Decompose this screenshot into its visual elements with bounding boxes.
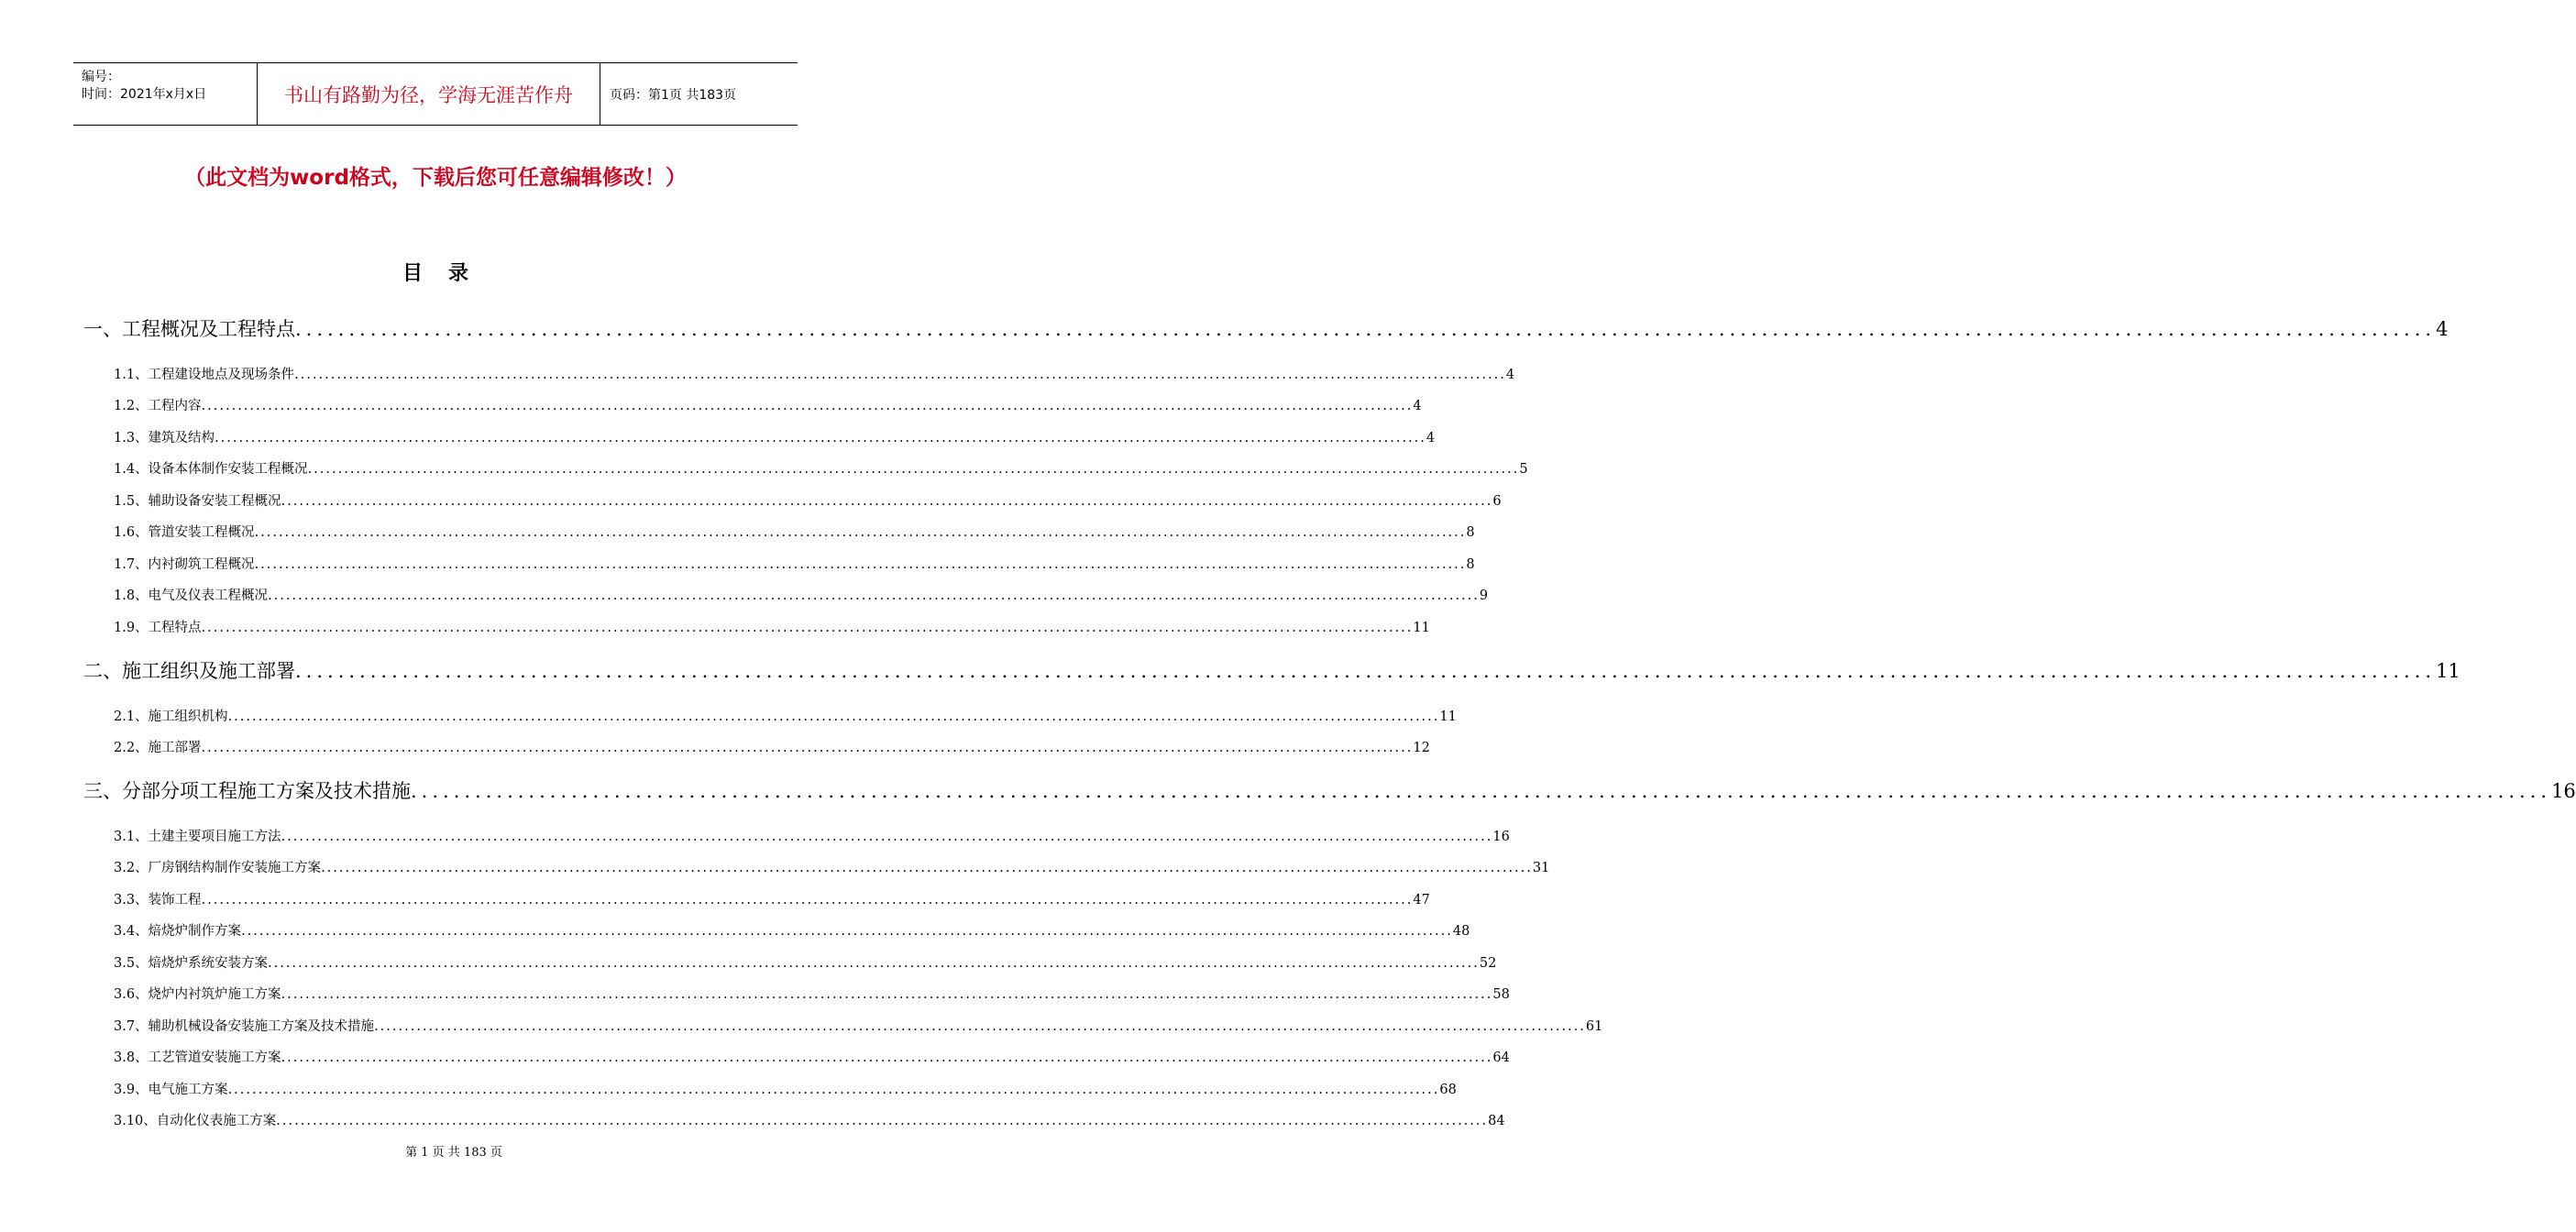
toc-page-number: 68: [1439, 1083, 1457, 1097]
toc-page-number: 58: [1492, 987, 1510, 1002]
toc-page-number: 47: [1413, 893, 1430, 908]
toc-section[interactable]: [114, 737, 1430, 757]
toc-leader-dots: ........................................................................................................................................................................................................: [281, 987, 1493, 1002]
toc-leader-dots: ........................................................................................................................................................................................................: [254, 525, 1467, 540]
toc-section[interactable]: [114, 490, 1502, 511]
toc-leader-dots: ........................................................................................................................................................................................................: [201, 621, 1414, 635]
toc-page-number: 6: [1492, 494, 1502, 509]
toc-page-number: 9: [1479, 588, 1489, 603]
toc-page-number: 48: [1452, 924, 1470, 939]
toc-title: 目录: [402, 261, 494, 285]
toc-entry-label: 1.9、工程特点: [114, 621, 202, 635]
toc-entry-label: 三、分部分项工程施工方案及技术措施: [83, 780, 411, 802]
toc-entry-label: 3.1、土建主要项目施工方法: [114, 830, 281, 844]
toc-page-number: 31: [1532, 861, 1550, 875]
toc-leader-dots: ........................................................................................................................................................................................................: [227, 710, 1440, 724]
toc-page-number: 16: [2551, 780, 2576, 802]
toc-entry-label: 一、工程概况及工程特点: [83, 318, 295, 340]
toc-page-number: 4: [2436, 318, 2449, 340]
toc-leader-dots: ........................................................................................................................................................................................................: [281, 830, 1493, 844]
header-meta: [73, 63, 258, 125]
toc-page-number: 4: [1505, 368, 1515, 382]
toc-section[interactable]: [114, 522, 1475, 542]
toc-entry-label: 1.8、电气及仪表工程概况: [114, 588, 269, 603]
toc-page-number: 11: [1439, 710, 1457, 724]
toc-entry-label: 3.6、烧炉内衬筑炉施工方案: [114, 987, 281, 1002]
toc-leader-dots: ........................................................................................................................................................................................................: [241, 924, 1453, 939]
toc-entry-label: 二、施工组织及施工部署: [83, 660, 295, 682]
toc-entry-label: 3.10、自动化仪表施工方案: [114, 1114, 277, 1128]
toc-section[interactable]: [114, 826, 1510, 846]
toc-page-number: 5: [1519, 462, 1528, 477]
toc-entry-label: 1.6、管道安装工程概况: [114, 525, 255, 540]
toc-page-number: 12: [1413, 741, 1430, 755]
word-format-notice: （此文档为word格式，下载后您可任意编辑修改！）: [184, 166, 687, 190]
toc-entry-label: 1.1、工程建设地点及现场条件: [114, 368, 295, 382]
toc-chapter[interactable]: [83, 314, 2449, 342]
toc-entry-label: 1.3、建筑及结构: [114, 431, 215, 446]
toc-leader-dots: ........................................................................................................................................................................................................: [281, 1050, 1493, 1065]
toc-chapter[interactable]: [83, 776, 2576, 804]
toc-section[interactable]: [114, 952, 1497, 973]
header-motto: 书山有路勤为径，学海无涯苦作舟: [258, 63, 600, 125]
toc-page-number: 84: [1488, 1114, 1505, 1128]
toc-page-number: 61: [1585, 1019, 1603, 1034]
toc-entry-label: 3.9、电气施工方案: [114, 1083, 228, 1097]
toc-entry-label: 1.4、设备本体制作安装工程概况: [114, 462, 308, 477]
toc-leader-dots: ........................................................................................................................................................................................................: [307, 462, 1520, 477]
toc-entry-label: 3.5、焙烧炉系统安装方案: [114, 956, 269, 971]
toc-leader-dots: ........................................................................................................................................................................................................: [295, 660, 2437, 682]
toc-page-number: 8: [1466, 525, 1475, 540]
toc-page-number: 16: [1492, 830, 1510, 844]
number-label: 编号：: [82, 70, 120, 84]
toc-entry-label: 3.7、辅助机械设备安装施工方案及技术措施: [114, 1019, 375, 1034]
toc-section[interactable]: [114, 1016, 1603, 1036]
toc-section[interactable]: [114, 585, 1489, 605]
toc-section[interactable]: [114, 1110, 1505, 1130]
time-label: 时间：2021年x月x日: [82, 87, 207, 102]
toc-leader-dots: ........................................................................................................................................................................................................: [295, 318, 2437, 340]
toc-leader-dots: ........................................................................................................................................................................................................: [276, 1114, 1489, 1128]
toc-section[interactable]: [114, 1079, 1457, 1099]
toc-page-number: 8: [1466, 557, 1475, 572]
toc-entry-label: 2.1、施工组织机构: [114, 710, 228, 724]
toc-leader-dots: ........................................................................................................................................................................................................: [268, 956, 1480, 971]
toc-section[interactable]: [114, 889, 1430, 909]
toc-page-number: 11: [2436, 660, 2460, 682]
toc-leader-dots: ........................................................................................................................................................................................................: [411, 780, 2552, 802]
page-header: [73, 62, 798, 126]
toc-entry-label: 1.5、辅助设备安装工程概况: [114, 494, 281, 509]
toc-entry-label: 3.4、焙烧炉制作方案: [114, 924, 242, 939]
toc-page-number: 4: [1413, 399, 1422, 413]
toc-leader-dots: ........................................................................................................................................................................................................: [215, 431, 1426, 446]
toc-section[interactable]: [114, 395, 1422, 415]
toc-leader-dots: ........................................................................................................................................................................................................: [227, 1083, 1440, 1097]
toc-section[interactable]: [114, 364, 1515, 384]
toc-entry-label: 1.7、内衬砌筑工程概况: [114, 557, 255, 572]
toc-entry-label: 2.2、施工部署: [114, 741, 202, 755]
toc-entry-label: 3.8、工艺管道安装施工方案: [114, 1050, 281, 1065]
toc-page-number: 4: [1426, 431, 1436, 446]
toc-section[interactable]: [114, 984, 1510, 1004]
toc-page-number: 64: [1492, 1050, 1510, 1065]
toc-section[interactable]: [114, 458, 1528, 478]
toc-leader-dots: ........................................................................................................................................................................................................: [294, 368, 1506, 382]
toc-section[interactable]: [114, 1047, 1510, 1067]
toc-section[interactable]: [114, 427, 1436, 447]
toc-leader-dots: ........................................................................................................................................................................................................: [321, 861, 1533, 875]
toc-leader-dots: ........................................................................................................................................................................................................: [201, 893, 1414, 908]
toc-page-number: 52: [1479, 956, 1497, 971]
toc-entry-label: 3.2、厂房钢结构制作安装施工方案: [114, 861, 322, 875]
toc-section[interactable]: [114, 706, 1457, 726]
toc-section[interactable]: [114, 617, 1430, 637]
toc-leader-dots: ........................................................................................................................................................................................................: [268, 588, 1480, 603]
toc-leader-dots: ........................................................................................................................................................................................................: [201, 741, 1414, 755]
page-footer: 第 1 页 共 183 页: [405, 1146, 502, 1160]
toc-leader-dots: ........................................................................................................................................................................................................: [201, 399, 1414, 413]
header-page-info: 页码：第1页 共183页: [610, 87, 737, 103]
toc-page-number: 11: [1413, 621, 1430, 635]
toc-entry-label: 3.3、装饰工程: [114, 893, 202, 908]
toc-chapter[interactable]: [83, 656, 2460, 684]
toc-leader-dots: ........................................................................................................................................................................................................: [254, 557, 1467, 572]
toc-section[interactable]: [114, 920, 1470, 940]
toc-section[interactable]: [114, 554, 1475, 574]
toc-leader-dots: ........................................................................................................................................................................................................: [374, 1019, 1586, 1034]
toc-leader-dots: ........................................................................................................................................................................................................: [281, 494, 1493, 509]
toc-section[interactable]: [114, 857, 1550, 877]
toc-entry-label: 1.2、工程内容: [114, 399, 202, 413]
